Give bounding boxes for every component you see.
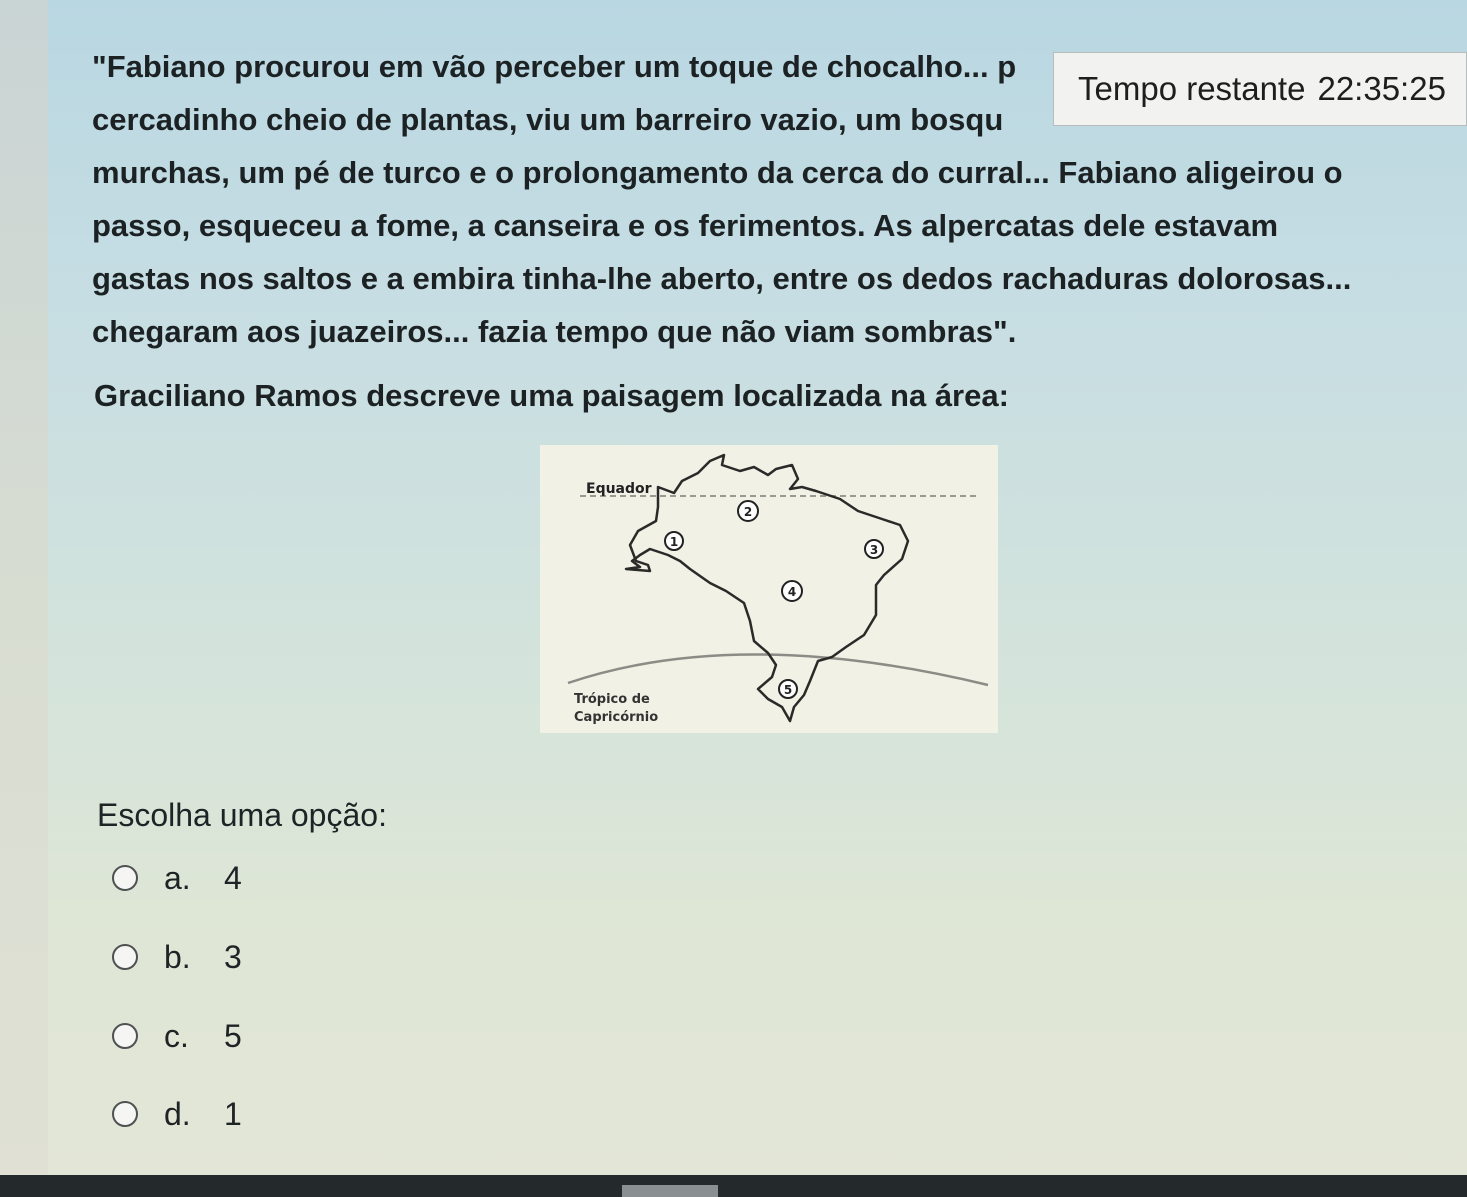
taskbar-tab[interactable] bbox=[622, 1185, 718, 1197]
option-value: 5 bbox=[224, 1017, 242, 1054]
option-d[interactable] bbox=[112, 1094, 242, 1134]
option-a[interactable] bbox=[112, 858, 242, 898]
brazil-map-figure bbox=[540, 445, 998, 733]
question-prompt: Graciliano Ramos descreve uma paisagem localizada na área: bbox=[94, 378, 1009, 413]
option-value: 3 bbox=[224, 938, 242, 975]
passage-line: passo, esqueceu a fome, a canseira e os ferimentos. As alpercatas dele estavam bbox=[92, 208, 1279, 243]
brazil-map-svg bbox=[540, 445, 998, 733]
option-letter: d. bbox=[164, 1095, 191, 1132]
timer-value: 22:35:25 bbox=[1317, 70, 1446, 107]
left-page-margin bbox=[0, 0, 48, 1197]
region-marker-5 bbox=[779, 680, 797, 698]
region-marker-3 bbox=[865, 540, 883, 558]
svg-text:5: 5 bbox=[783, 683, 793, 697]
option-value: 4 bbox=[224, 859, 242, 896]
tropic-label-line2: Capricórnio bbox=[574, 710, 659, 725]
option-letter: c. bbox=[164, 1017, 189, 1054]
passage-line: "Fabiano procurou em vão perceber um toque de chocalho... p bbox=[92, 49, 1017, 84]
region-marker-1 bbox=[665, 532, 683, 550]
radio-button[interactable] bbox=[112, 1023, 138, 1049]
time-remaining-box bbox=[1053, 52, 1467, 126]
bottom-taskbar bbox=[0, 1175, 1467, 1197]
passage-line: gastas nos saltos e a embira tinha-lhe aberto, entre os dedos rachaduras dolorosas... bbox=[92, 261, 1352, 296]
region-marker-4 bbox=[782, 581, 802, 601]
svg-text:1: 1 bbox=[669, 535, 679, 549]
equator-label: Equador bbox=[586, 481, 652, 497]
svg-text:3: 3 bbox=[869, 543, 879, 557]
passage-line: murchas, um pé de turco e o prolongamento da cerca do curral... Fabiano aligeirou o bbox=[92, 155, 1343, 190]
choose-option-label: Escolha uma opção: bbox=[97, 797, 387, 833]
radio-button[interactable] bbox=[112, 1101, 138, 1127]
option-letter: a. bbox=[164, 859, 191, 896]
svg-text:4: 4 bbox=[787, 585, 797, 599]
tropic-line bbox=[568, 654, 988, 685]
option-letter: b. bbox=[164, 938, 191, 975]
passage-line: cercadinho cheio de plantas, viu um barreiro vazio, um bosqu bbox=[92, 102, 1004, 137]
region-marker-2 bbox=[738, 501, 758, 521]
option-c[interactable] bbox=[112, 1016, 242, 1056]
svg-text:2: 2 bbox=[743, 505, 753, 519]
brazil-outline bbox=[626, 455, 908, 721]
tropic-label-line1: Trópico de bbox=[574, 692, 650, 707]
option-b[interactable] bbox=[112, 937, 242, 977]
passage-line: chegaram aos juazeiros... fazia tempo que não viam sombras". bbox=[92, 314, 1017, 349]
radio-button[interactable] bbox=[112, 944, 138, 970]
option-value: 1 bbox=[224, 1095, 242, 1132]
radio-button[interactable] bbox=[112, 865, 138, 891]
timer-label: Tempo restante bbox=[1078, 70, 1306, 107]
